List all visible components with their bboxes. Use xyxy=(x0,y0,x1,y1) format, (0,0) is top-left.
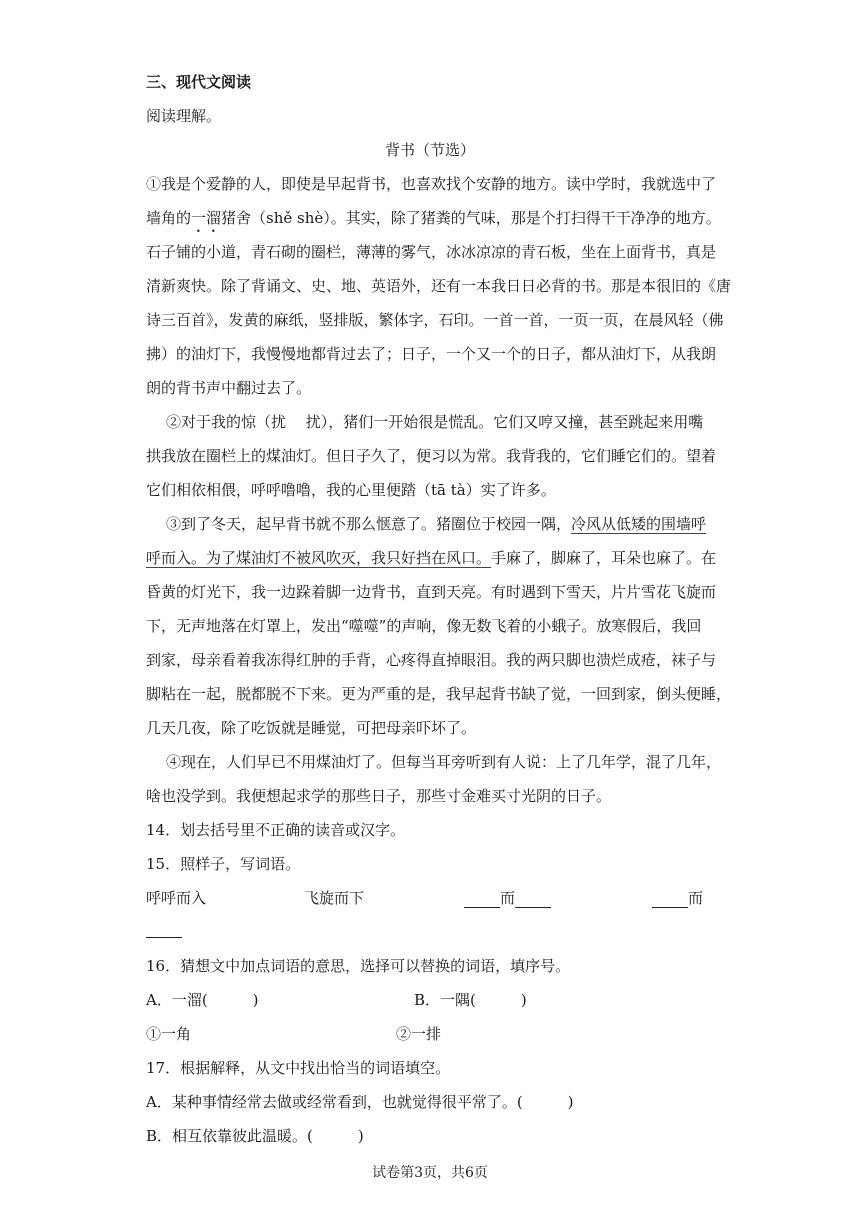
p1-line-5: 诗三百首》，发黄的麻纸，竖排版，繁体字，石印。一首一首，一页一页，在晨风轻（佛 xyxy=(146,311,724,329)
p1-line-7: 朗的背书声中翻过去了。 xyxy=(146,379,312,397)
page-footer: 试卷第3页，共6页 xyxy=(372,1165,488,1181)
p1-line-2 xyxy=(146,208,721,236)
q15-er-1: 而 xyxy=(500,889,516,907)
p3-line-3: 昏黄的灯光下，我一边跺着脚一边背书，直到天亮。有时遇到下雪天，片片雪花飞旋而 xyxy=(146,583,717,601)
q16-option-a: A．一溜( ) xyxy=(146,991,259,1009)
blank-line[interactable] xyxy=(515,891,551,908)
p1-line-6: 拂）的油灯下，我慢慢地都背过去了；日子，一个又一个的日子，都从油灯下，从我朗 xyxy=(146,345,717,363)
p1-line-1: ①我是个爱静的人，即使是早起背书，也喜欢找个安静的地方。读中学时，我就选中了 xyxy=(146,175,717,193)
q15-blank-2 xyxy=(652,888,703,908)
p3-line-2 xyxy=(146,548,716,568)
q15-example-1: 呼呼而入 xyxy=(146,889,207,907)
p3-line-6: 脚粘在一起，脱都脱不下来。更为严重的是，我早起背书缺了觉，一回到家，倒头便睡， xyxy=(146,685,732,703)
p1-line-4: 清新爽快。除了背诵文、史、地、英语外，还有一本我日日必背的书。那是本很旧的《唐 xyxy=(146,277,732,295)
p3-line-2-post: 手麻了，脚麻了，耳朵也麻了。在 xyxy=(491,549,717,567)
q15-blank-3 xyxy=(146,918,182,938)
q17-item-b: B．相互依靠彼此温暖。( ) xyxy=(146,1127,364,1145)
question-14: 14．划去括号里不正确的读音或汉字。 xyxy=(146,821,406,839)
dotted-word-yiliu: 一溜 xyxy=(191,209,222,227)
p3-underlined-1: 冷风从低矮的围墙呼 xyxy=(571,515,707,533)
q15-blank-1 xyxy=(464,888,551,908)
p1-line-2-pre: 墙角的 xyxy=(146,209,192,227)
blank-line[interactable] xyxy=(146,921,182,938)
question-16: 16．猜想文中加点词语的意思，选择可以替换的词语，填序号。 xyxy=(146,957,571,975)
q17-item-a: A．某种事情经常去做或经常看到，也就觉得很平常了。( ) xyxy=(146,1093,574,1111)
q16-choice-1: ①一角 xyxy=(146,1025,192,1043)
q15-er-2: 而 xyxy=(688,889,704,907)
p2-line-3: 它们相依相偎，呼呼噜噜，我的心里便踏（tā tà）实了许多。 xyxy=(146,481,556,499)
blank-line[interactable] xyxy=(464,891,500,908)
p3-line-5: 到家，母亲看着我冻得红肿的手背，心疼得直掉眼泪。我的两只脚也溃烂成疮，袜子与 xyxy=(146,651,717,669)
p2-line-2: 拱我放在圈栏上的煤油灯。但日子久了，便习以为常。我背我的，它们睡它们的。望着 xyxy=(146,447,717,465)
p2-line-1: ②对于我的惊（扰 扰），猪们一开始很是慌乱。它们又哼又撞，甚至跳起来用嘴 xyxy=(166,413,704,431)
p4-line-1: ④现在，人们早已不用煤油灯了。但每当耳旁听到有人说：上了几年学，混了几年， xyxy=(166,753,722,771)
question-17: 17．根据解释，从文中找出恰当的词语填空。 xyxy=(146,1059,451,1077)
q15-example-2: 飞旋而下 xyxy=(304,889,365,907)
p3-line-1-pre: ③到了冬天，起早背书就不那么惬意了。猪圈位于校园一隅， xyxy=(166,515,572,533)
q16-choice-2: ②一排 xyxy=(396,1025,442,1043)
p1-line-3: 石子铺的小道，青石砌的圈栏，薄薄的雾气，冰冰凉凉的青石板，坐在上面背书，真是 xyxy=(146,243,717,261)
q16-option-b: B．一隅( ) xyxy=(414,991,527,1009)
p3-underlined-2: 呼而入。为了煤油灯不被风吹灭，我只好挡在风口。 xyxy=(146,549,492,567)
p4-line-2: 啥也没学到。我便想起求学的那些日子，那些寸金难买寸光阴的日子。 xyxy=(146,787,612,805)
blank-line[interactable] xyxy=(652,891,688,908)
p3-line-7: 几天几夜，除了吃饭就是睡觉，可把母亲吓坏了。 xyxy=(146,719,477,737)
question-15: 15．照样子，写词语。 xyxy=(146,855,301,873)
article-title: 背书（节选） xyxy=(384,141,475,159)
p1-line-2-post: 猪舍（shě shè）。其实，除了猪粪的气味，那是个打扫得干干净净的地方。 xyxy=(221,209,721,227)
p3-line-1 xyxy=(166,514,706,534)
p3-line-4: 下，无声地落在灯罩上，发出“噬噬”的声响，像无数飞着的小蛾子。放寒假后，我回 xyxy=(146,617,702,635)
section-heading: 三、现代文阅读 xyxy=(146,73,252,91)
instruction: 阅读理解。 xyxy=(146,107,222,125)
